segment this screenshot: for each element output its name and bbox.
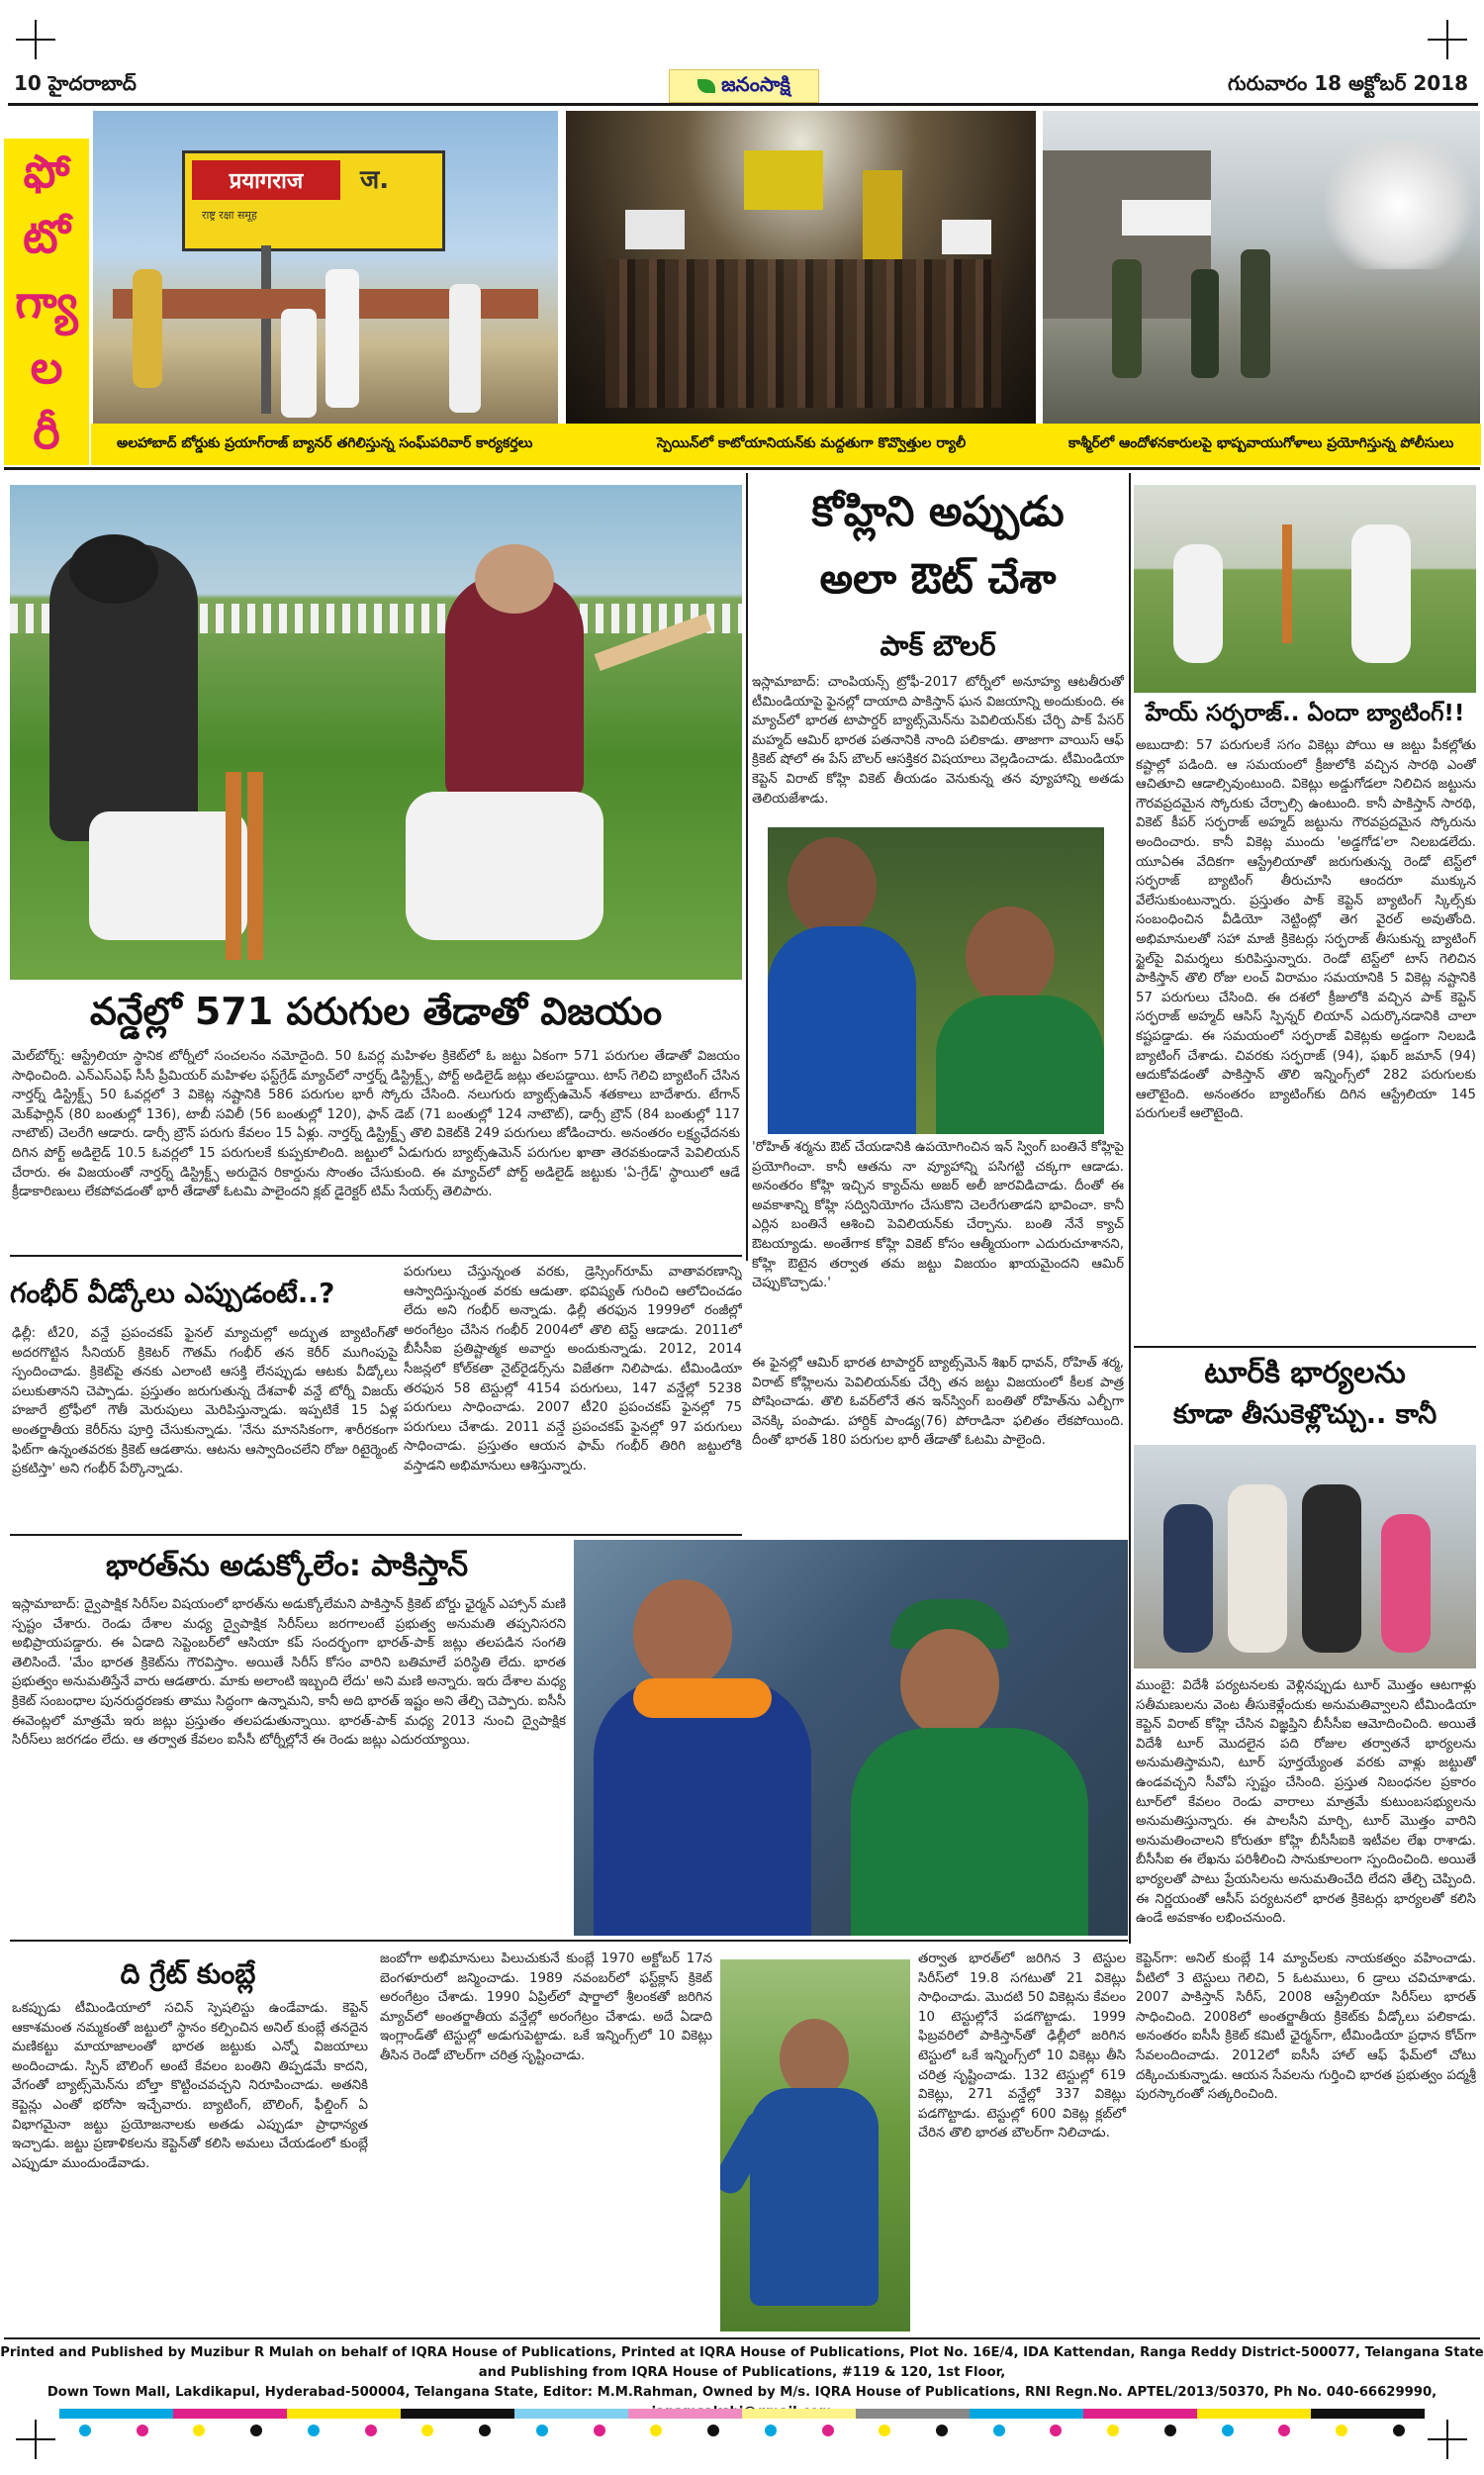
column-rule-b <box>746 473 748 1261</box>
story7-body-3: తర్వాత భారత్‌లో జరిగిన 3 టెస్టుల సిరీస్‌లో 19.8 సగటుతో 21 వికెట్లు సాధించాడు. మొదటి 50 వికెట్లను కేవలం 10 టెస్టుల్లోనే పడగొట్టాడు. 1999 ఫిబ్రవరిలో పాకిస్తాన్‌తో ఢిల్లీలో జరిగిన టెస్టులో ఒకే ఇన్నింగ్స్‌లో 10 వికెట్లు తీసి చరిత్ర సృష్టించాడు. 132 టెస్టుల్లో 619 వికెట్లు, 271 వన్డేల్లో 337 వికెట్లు పడగొట్టాడు. టెస్టుల్లో 600 వికెట్ల క్లబ్‌లో చేరిన తొలి భారత బౌలర్‌గా నిలిచాడు. <box>918 1951 1126 2142</box>
story2-body-2: 'రోహిత్ శర్మను ఔట్ చేయడానికి ఉపయోగించిన ఇన్ స్వింగ్ బంతినే కోహ్లిపై ప్రయోగించా. కానీ ఆతను నా వ్యూహాన్ని పసిగట్టి చక్కగా ఆడాడు. అనంతరం కోహ్లి ఇచ్చిన క్యాచ్‌ను అజర్ అలీ జారవిడిచాడు. దీంతో ఈ అవకాశాన్ని కోహ్లి సద్వినియోగం చేసుకొని చెలరేగుతాడని భావించా. కానీ ఎర్లిన బంతినే ఆశించి పెవిలియన్‌కు చేర్చాను. బంతి నేనే క్యాచ్ ఔటయ్యాడు. అంతేగాక కోహ్లి వికెట్ కోసం ఆత్మీయంగా ఎదురుచూశానని, కోహ్లి ఔటైన తర్వాత తమ జట్టు విజయం ఖాయమైందని ఆమిర్ చెప్పుకొచ్చాడు.' <box>752 1140 1124 1291</box>
story3-rule <box>1134 1346 1476 1348</box>
sign-prayagraj: प्रयागराज <box>192 160 340 200</box>
story1-headline: వన్డేల్లో 571 పరుగుల తేడాతో విజయం <box>89 990 663 1033</box>
sarfraz-photo <box>1134 485 1476 693</box>
sign-small: ज. <box>360 165 390 195</box>
crop-mark-bl <box>16 2420 55 2459</box>
kohli-amir-photo <box>768 827 1104 1134</box>
story1-rule <box>10 1255 742 1257</box>
leaf-icon <box>697 79 715 93</box>
womens-cricket-photo <box>10 485 742 980</box>
crop-mark-tl <box>16 20 55 59</box>
story3-body: అబుదాబి: 57 పరుగులకే సగం వికెట్లు పోయి ఆ జట్టు పీకల్లోతు కష్టాల్లో పడింది. ఆ సమయంలో క్రీజులోకి వచ్చిన సారథి ఎంతో ఆచితూచి ఆడాల్సివుంటుంది. వికెట్లు అడ్డుగోడలా నిలిచిన జట్టును గౌరవప్రదమైన స్కోరుకు చేర్చాల్సి ఉంటుంది. కానీ పాకిస్తాన్ సారథి, వికెట్ కీపర్ సర్ఫరాజ్ అహ్మద్ జట్టును గౌరవప్రదమైన స్కోరును అందించారు. కానీ వికెట్ల ముందు 'అడ్డగోడ'లా నిలబడలేదు. యూఏఈ వేదికగా ఆస్ట్రేలియాతో జరుగుతున్న రెండో టెస్ట్‌లో సర్ఫరాజ్ బ్యాటింగ్ తీరుచూసి ఆందరూ ముక్కున వేలేసుకుంటున్నారు. ప్రస్తుతం పాక్ కెప్టెన్ బ్యాటింగ్ స్కిల్స్‌కు సంబంధించిన వీడియో నెట్టింట్లో తెగ వైరల్ అవుతోంది. అభిమానులతో సహా మాజీ క్రికెటర్లు సర్ఫరాజ్ తీసుకున్న బ్యాటింగ్ స్టైల్‌పై విమర్శలు కురిపిస్తున్నారు. రెండో టెస్ట్‌లో టాస్ గెలిచిన పాకిస్తాన్ తొలి రోజు లంచ్ విరామం సమయానికి 5 వికెట్ల నష్టానికి 57 పరుగులు చేసింది. ఈ దశలో క్రీజులోకి వచ్చిన పాక్ కెప్టెన్ సర్ఫరాజ్ అహ్మద్ ఆసిస్ స్పిన్నర్ లియాన్ ఎదుర్కొనడానికి చాలా కష్టపడ్డాడు. ఈ సమయంలో సర్ఫరాజ్ వికెట్లకు అడ్డంగా నిలబడి బ్యాటింగ్ చేశాడు. చివరకు సర్ఫరాజ్ (94), ఫఖర్ జమాన్ (94) ఆదుకోవడంతో పాకిస్తాన్ తొలి ఇన్నింగ్స్‌లో 282 పరుగులకు ఆలౌటైంది. అనంతరం బ్యాటింగ్‌కు దిగిన ఆస్ట్రేలియా 145 పరుగులకే ఆలౌటైంది. <box>1136 738 1476 1122</box>
story7-body-1: ఒకప్పుడు టీమిండియాలో సచిన్ స్పెషలిస్టు ఉండేవాడు. కెప్టెన్ ఆకాశమంత నమ్మకంతో జట్టులో స్థానం కల్పించిన అనిల్ కుంబ్లే తనదైన మణికట్టు మాయాజాలంతో భారత జట్టుకు ఎన్నో విజయాలు అందించాడు. స్పిన్ బౌలింగ్ అంటే కేవలం బంతిని తిప్పడమే కాదని, వేగంతో బ్యాట్స్‌మెన్‌ను బోల్తా కొట్టించవచ్చని నిరూపించాడు. అతనికి కెప్టెన్లు ఎంతో భరోసా ఇచ్చేవారు. బ్యాటింగ్, బౌలింగ్, ఫీల్డింగ్ ఏ విభాగమైనా జట్టు ప్రయోజనాలకు అతడు ఎప్పుడూ ప్రాధాన్యత ఇచ్చాడు. జట్టు ప్రణాళికలను కెప్టెన్‌తో కలిసి అమలు చేయడంలో కుంబ్లే ఎప్పుడూ ముందుండేవాడు. <box>12 2001 368 2171</box>
masthead-logo <box>669 69 819 103</box>
page-number: 10 హైదరాబాద్ <box>14 71 137 95</box>
dhawan-shoaib-photo <box>574 1540 1128 1936</box>
story4-headline-2: కూడా తీసుకెళ్లొచ్చు.. కానీ <box>1172 1399 1438 1430</box>
imprint-line-1: Printed and Published by Muzibur R Mulah on behalf of IQRA House of Publications, Printed at IQRA House of Publications, Plot No. 16E/4, IDA Kattendan, Ranga Reddy District-500077, Telangana State and Publishing from IQRA House of Publications, #119 & 120, 1st Floor, <box>0 2345 1484 2380</box>
gallery-caption-3: కాశ్మీర్‌లో ఆందోళనకారులపై భాష్పవాయుగోళాలు ప్రయోగిస్తున్న పోలీసులు <box>1068 435 1454 451</box>
story2-headline-2: అలా ఔట్ చేశా <box>819 554 1057 603</box>
crop-mark-br <box>1428 2420 1467 2459</box>
sign-subtext: राष्ट्र रक्षा समूह <box>202 209 257 222</box>
kashmir-photo <box>1043 111 1480 424</box>
kumble-coach-photo <box>720 1959 910 2332</box>
story2-headline-1: కోహ్లిని అప్పుడు <box>811 487 1065 535</box>
story2-body-1: ఇస్లామాబాద్: చాంపియన్స్ ట్రోఫీ-2017 టోర్నీలో అనూహ్య ఆటతీరుతో టీమిండియాపై ఫైనల్లో దాయాది పాకిస్తాన్ ఘన విజయాన్ని అందుకుంది. ఈ మ్యాచ్‌లో భారత టాపార్డర్ బ్యాట్స్‌మెన్‌ను పెవిలియన్‌కు చేర్చి పాక్ పేసర్ మహ్మద్ ఆమిర్ భారత పతనానికి నాంది పలికాడు. తాజాగా వాయిస్ ఆఫ్ క్రికెట్ షోలో ఈ పేస్ బౌలర్ ఆసక్తికర విషయాలు వెల్లడించాడు. టీమిండియా కెప్టెన్ విరాట్ కోహ్లి వికెట్ తీయడం వెనుకున్న తన వ్యూహాన్ని అతడు తెలియజేశాడు. <box>752 675 1124 807</box>
story5-rule <box>10 1534 742 1536</box>
crop-mark-tr <box>1428 20 1467 59</box>
story7-body-4: కెప్టెన్‌గా: అనిల్ కుంబ్లే 14 మ్యాచ్‌లకు నాయకత్వం వహించాడు. వీటిలో 3 టెస్టులు గెలిచి, 5 ఓటములు, 6 డ్రాలు చవిచూశాడు. 2007 పాకిస్తాన్ సిరీస్, 2008 ఆస్ట్రేలియా సిరీస్‌లు భారత్ సాధించింది. 2008లో అంతర్జాతీయ క్రికెట్‌కు వీడ్కోలు పలికాడు. అనంతరం ఐసీసీ క్రికెట్ కమిటీ ఛైర్మన్‌గా, టీమిండియా ప్రధాన కోచ్‌గా సేవలందించాడు. 2012లో ఐసీసీ హాల్ ఆఫ్ ఫేమ్‌లో చోటు దక్కించుకున్నాడు. ఆయన సేవలను గుర్తించి భారత ప్రభుత్వం పద్మశ్రీ పురస్కారంతో సత్కరించింది. <box>1136 1951 1476 2103</box>
story5-body-2: పరుగులు చేస్తున్నంత వరకు, డ్రెస్సింగ్‌రూమ్ వాతావరణాన్ని ఆస్వాదిస్తున్నంత వరకు ఆడుతా. భవిష్యత్ గురించి ఆలోచించడం లేదు అని గంభీర్ అన్నాడు. ఢిల్లీ తరఫున 1999లో రంజీల్లో అరంగేట్రం చేసిన గంభీర్ 2004లో తొలి టెస్ట్ ఆడాడు. 2011లో బీసీసీఐ ప్రతిష్టాత్మక అవార్డు అందుకున్నాడు. 2012, 2014 సీజన్లలో కోల్‌కతా నైట్‌రైడర్స్‌ను విజేతగా నిలిపాడు. టీమిండియా తరఫున 58 టెస్టుల్లో 4154 పరుగులు, 147 వన్డేల్లో 5238 పరుగులు సాధించాడు. 2007 టీ20 ప్రపంచకప్ ఫైనల్లో 75 పరుగులు చేశాడు. 2011 వన్డే ప్రపంచకప్ ఫైనల్లో 97 పరుగులు సాధించాడు. ప్రస్తుతం ఆయన ఫామ్ గంభీర్ తిరిగి జట్టులోకి వస్తాడని అభిమానులు ఆశిస్తున్నారు. <box>404 1265 742 1474</box>
story2-body-3: ఈ ఫైనల్లో ఆమిర్ భారత టాపార్డర్ బ్యాట్స్‌మెన్ శిఖర్ ధావన్, రోహిత్ శర్మ, విరాట్ కోహ్లిలను పెవిలియన్‌కు చేర్చి తన జట్టు విజయంలో కీలక పాత్ర పోషించాడు. తొలి ఓవర్‌లోనే తన ఇన్‌స్వింగ్ బంతితో రోహిత్‌ను ఎల్బీగా వెనక్కి పంపాడు. హార్దిక్ పాండ్య(76) పోరాడినా ఫలితం లేకపోయింది. దీంతో భారత్ 180 పరుగుల భారీ తేడాతో ఓటమి పాలైంది. <box>752 1356 1124 1449</box>
color-stripes <box>59 2409 1425 2419</box>
gallery-caption-2: స్పెయిన్‌లో కాటోయానియన్‌కు మద్దతుగా కొవ్వొత్తుల ర్యాలీ <box>656 435 967 451</box>
spain-rally-photo <box>566 111 1036 424</box>
story6-body: ఇస్లామాబాద్: ద్వైపాక్షిక సిరీస్‌ల విషయంలో భారత్‌ను అడుక్కోలేమని పాకిస్తాన్ క్రికెట్ బోర్డు ఛైర్మన్ ఎహ్సాన్ మణి స్పష్టం చేశారు. రెండు దేశాల మధ్య ద్వైపాక్షిక సిరీస్‌లు జరగాలంటే ప్రభుత్వ అనుమతి తప్పనిసరని అభిప్రాయపడ్డారు. ఈ ఏడాది సెప్టెంబర్‌లో ఆసియా కప్ సందర్భంగా భారత్‌-పాక్ జట్లు తలపడిన సంగతి తెలిసిందే. 'మేం భారత క్రికెట్‌ను గౌరవిస్తాం. అయితే సిరీస్ కోసం వారిని బతిమాలే పరిస్థితి లేదు. భారత ప్రభుత్వం అనుమతిస్తేనే వారు ఆడతారు. మాకు అలాంటి ఇబ్బంది లేదు' అని మణి అన్నారు. ఇరు దేశాల మధ్య క్రికెట్ సంబంధాల పునరుద్ధరణకు తాము సిద్ధంగా ఉన్నామని, కానీ అది భారత్ ఇష్టం అని తేల్చి చెప్పారు. ఐసీసీ ఈవెంట్లలో మాత్రమే ఇరు జట్లు ప్రస్తుతం తలపడుతున్నాయి. భారత్-పాక్ మధ్య 2013 నుంచి ద్వైపాక్షిక సిరీస్‌లు జరగడం లేదు. ఆ తర్వాత కేవలం ఐసీసీ టోర్నీల్లోనే ఈ రెండు జట్లు ఎదురయ్యాయి. <box>12 1597 566 1749</box>
issue-date: గురువారం 18 అక్టోబర్ 2018 <box>1227 71 1468 95</box>
story7-body-2: జంబోగా అభిమానులు పిలుచుకునే కుంబ్లే 1970 అక్టోబర్ 17న బెంగళూరులో జన్మించాడు. 1989 నవంబర్‌లో ఫస్ట్‌క్లాస్ క్రికెట్ అరంగేట్రం చేశాడు. 1990 ఏప్రిల్‌లో షార్జాలో శ్రీలంకతో జరిగిన మ్యాచ్‌లో అంతర్జాతీయ వన్డేల్లో అరంగేట్రం చేశాడు. అదే ఏడాది ఇంగ్లాండ్‌తో టెస్టుల్లో అడుగుపెట్టాడు. ఒకే ఇన్నింగ్స్‌లో 10 వికెట్లు తీసిన రెండో బౌలర్‌గా చరిత్ర సృష్టించాడు. <box>380 1951 712 2063</box>
brand-name: జనంసాక్షి <box>721 71 790 96</box>
gallery-caption-1: అలహాబాద్ బోర్డుకు ప్రయాగ్‌రాజ్ బ్యానర్ తగిలిస్తున్న సంఘ్‌పరివార్ కార్యకర్తలు <box>117 435 533 451</box>
story5-headline: గంభీర్ వీడ్కోలు ఎప్పుడంటే..? <box>10 1277 335 1309</box>
story1-body: మెల్‌బోర్న్: ఆస్ట్రేలియా స్థానిక టోర్నీలో సంచలనం నమోదైంది. 50 ఓవర్ల మహిళల క్రికెట్‌లో ఓ జట్టు ఏకంగా 571 పరుగుల తేడాతో విజయం సాధించింది. ఎన్‌ఎస్‌ఎఫ్ సీసీ ప్రీమియర్ మహిళల ఫస్ట్‌గ్రేడ్ మ్యాచ్‌లో నార్తర్న్ డిస్ట్రిక్ట్స్, పోర్ట్ అడిలైడ్ జట్లు తలపడ్డాయి. టాస్ గెలిచి బ్యాటింగ్ చేసిన నార్తర్న్ డిస్ట్రిక్ట్స్ 50 ఓవర్లలో 3 వికెట్ల నష్టానికి 586 పరుగుల భారీ స్కోరు చేసింది. నలుగురు బ్యాట్స్‌ఉమెన్ శతకాలు బాదేశారు. టేగాన్ మెక్‌ఫార్లిన్ (80 బంతుల్లో 136), టాబీ సవిలీ (56 బంతుల్లో 120), ఫాన్ డెబ్ (71 బంతుల్లో 124 నాటౌట్), డార్సీ బ్రౌన్ (84 బంతుల్లో 117 నాటౌట్) చెలరేగి ఆడారు. డార్సీ బ్రౌన్ పరుగు కేవలం 15 ఏళ్లు. నార్తర్న్ డిస్ట్రిక్ట్స్ తొలి వికెట్‌కి 249 పరుగులు జోడించారు. అనంతరం లక్ష్యఛేదనకు దిగిన పోర్ట్ అడిలైడ్ 10.5 ఓవర్లలో 15 పరుగులకే కుప్పకూలింది. జట్టులో ఏడుగురు బ్యాట్స్‌ఉమెన్ పరుగుల ఖాతా తెరవకుండానే పెవిలియన్ చేరారు. ఈ విజయంతో నార్తర్న్ డిస్ట్రిక్ట్స్ అరుదైన రికార్డును సొంతం చేసుకుంది. ఈ మ్యాచ్‌లో పోర్ట్ అడిలైడ్ జట్టుకు 'ఏ-గ్రేడ్' స్థాయిలో ఆడే క్రీడాకారిణులు లేకపోవడంతో భారీ తేడాతో ఓటమి పాలైందని క్లబ్ డైరెక్టర్ టిమ్ సేయర్స్ తెలిపారు. <box>12 1049 740 1200</box>
story3-headline: హేయ్ సర్ఫరాజ్.. ఏందా బ్యాటింగ్!! <box>1145 701 1465 726</box>
registration-dots <box>79 2425 1405 2438</box>
imprint-line-2: Down Town Mall, Lakdikapul, Hyderabad-500004, Telangana State, Editor: M.M.Rahman, Owned by M/s. IQRA House of Publications, RNI Regn.No. APTEL/2013/50370, Ph No. 040-66629990, <box>46 2385 1438 2400</box>
photo-gallery-label: ఫో టో గ్యా ల రీ <box>4 139 89 465</box>
cricketers-families-photo <box>1134 1445 1476 1668</box>
footer-rule <box>4 2337 1480 2339</box>
story2-kicker: పాక్ బౌలర్ <box>880 629 996 662</box>
header-rule <box>8 103 1478 106</box>
story7-headline: ది గ్రేట్ కుంబ్లే <box>120 1957 256 1990</box>
page-header <box>0 67 1484 103</box>
gallery-rule <box>4 467 1480 470</box>
story6-rule <box>10 1940 1128 1942</box>
story6-headline: భారత్‌ను అడుక్కోలేం: పాకిస్తాన్ <box>105 1549 469 1583</box>
story4-headline-1: టూర్‌కి భార్యలను <box>1204 1356 1406 1390</box>
prayagraj-photo <box>93 111 558 424</box>
story5-body-1: ఢిల్లీ: టీ20, వన్డే ప్రపంచకప్ ఫైనల్ మ్యాచుల్లో అద్భుత బ్యాటింగ్‌తో అదరగొట్టిన సీనియర్ క్రికెటర్ గౌతమ్ గంభీర్ తన కెరీర్ ముగింపుపై స్పందించాడు. క్రికెట్‌పై తనకు ఎలాంటి ఆసక్తి లేనప్పుడు ఆటకు వీడ్కోలు పలుకుతానని చెప్పాడు. ప్రస్తుతం జరుగుతున్న దేశవాళీ వన్డే టోర్నీ విజయ్ హజారే ట్రోఫీలో గౌతీ మెరుపులు మెరిపిస్తున్నాడు. ఇప్పటికే 15 ఏళ్ల అంతర్జాతీయ కెరీర్‌ను పూర్తి చేసుకున్నాడు. 'నేను మానసికంగా, శారీరకంగా ఫిట్‌గా ఉన్నంతవరకు క్రికెట్ ఆడతాను. ఆటను ఆస్వాదించలేని రోజు రిటైర్మెంట్ ప్రకటిస్తా' అని గంభీర్ పేర్కొన్నాడు. <box>12 1326 398 1477</box>
column-rule-a <box>1129 473 1131 1944</box>
story4-body: ముంబై: విదేశీ పర్యటనలకు వెళ్లినప్పుడు టూర్ మొత్తం ఆటగాళ్లు సతీమణులను వెంట తీసుకెళ్లేందుకు అనుమతివ్వాలని టీమిండియా కెప్టెన్ విరాట్ కోహ్లి చేసిన విజ్ఞప్తిని బీసీసీఐ ఆమోదించింది. అయితే విదేశీ టూర్ మొదలైన పది రోజుల తర్వాతనే భార్యలను అనుమతిస్తామని, టూర్ పూర్తయ్యేంత వరకు వాళ్లు జట్టుతో ఉండవచ్చని సీవోఏ స్పష్టం చేసింది. ప్రస్తుత నిబంధనల ప్రకారం టూర్‌లో కేవలం రెండు వారాలు మాత్రమే కుటుంబసభ్యులను అనుమతిస్తున్నారు. ఈ పాలసీని మార్చి, టూర్ మొత్తం వారిని అనుమతించాలని కోరుతూ కోహ్లి బీసీసీఐకి ఇటీవల లేఖ రాశాడు. బీసీసీఐ ఈ లేఖను పరిశీలించి సానుకూలంగా స్పందించింది. అయితే భార్యలతో పాటు ప్రేయసిలను అనుమతించేది లేదని తేల్చి చెప్పింది. ఈ నిర్ణయంతో ఆసీస్ పర్యటనలో భారత క్రికెటర్లు భార్యలతో కలిసి ఉండే అవకాశం లభించనుంది. <box>1136 1678 1476 1927</box>
